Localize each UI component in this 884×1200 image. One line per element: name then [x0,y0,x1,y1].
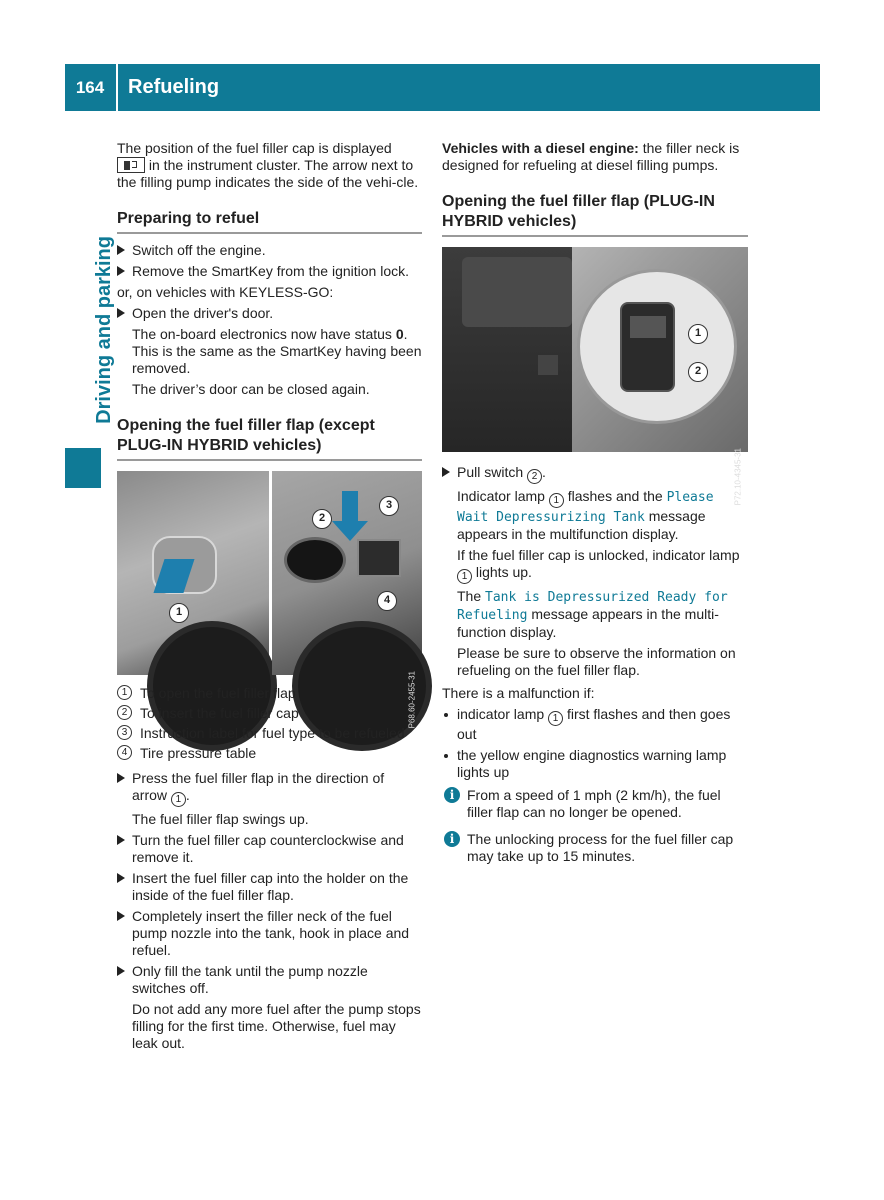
info-icon: i [444,831,460,847]
chapter-side-label: Driving and parking [93,236,115,424]
photo-code: P72.10-4345-31 [733,448,742,506]
malfunction-item: indicator lamp 1 first flashes and then goes out [442,706,748,743]
instruction-step: Insert the fuel filler cap into the holder on the inside of the fuel filler flap. [117,870,422,904]
indicator-lamp-graphic [630,316,666,338]
step-result: The driver’s door can be closed again. [132,381,370,397]
switch-location-graphic [538,355,558,375]
legend-item: 4 Tire pressure table [117,745,422,762]
chapter-tab [65,448,101,488]
preparing-heading: Preparing to refuel [117,209,422,234]
arrow-bullet-icon [442,467,450,477]
info-icon: i [444,787,460,803]
photo-open-flap [272,471,422,729]
callout-4: 4 [377,591,397,611]
instruction-step: Switch off the engine. [117,242,422,259]
callout-3: 3 [379,496,399,516]
opening-heading: Opening the fuel filler flap (except PLUG-IN HYBRID vehicles) [117,416,422,461]
arrow-bullet-icon [117,773,125,783]
display-message: Tank is Depressurized Ready for Refueling [457,590,728,623]
photo-closed-flap [117,471,269,675]
instruction-step: Remove the SmartKey from the ignition lock. [117,263,422,280]
instruction-step: Only fill the tank until the pump nozzle switches off. [117,963,422,997]
right-column [442,140,748,875]
callout-1: 1 [688,324,708,344]
step-result: Indicator lamp 1 flashes and the Please Wait Depressurizing Tank message appears in the multifunction display. [457,488,714,542]
arrow-bullet-icon [117,245,125,255]
instruction-step: Open the driver's door. [117,305,422,322]
arrow-bullet-icon [117,835,125,845]
fuel-pump-icon [117,157,145,173]
arrow-bullet-icon [117,308,125,318]
page-header [65,64,820,111]
step-result: If the fuel filler cap is unlocked, indicator lamp 1 lights up. [457,547,740,582]
callout-2: 2 [312,509,332,529]
instruction-step: Press the fuel filler flap in the direction of arrow 1 . [117,770,422,807]
step-result: Please be sure to observe the information on refueling on the fuel filler flap. [457,645,736,678]
intro-paragraph: The position of the fuel filler cap is displayed in the instrument cluster. The arrow next to the filling pump indicates the side of the vehi-cle. [117,140,419,190]
zoom-inset [577,269,737,424]
display-message: Please Wait Depressurizing Tank [457,490,714,525]
step-warning: Do not add any more fuel after the pump stops filling for the first time. Otherwise, fuel may leak out. [132,1001,421,1051]
step-result: The on-board electronics now have status 0. This is the same as the SmartKey having been removed. [132,326,422,376]
left-column [117,140,422,1056]
window-switch-console-graphic [462,257,572,327]
arrow-bullet-icon [117,911,125,921]
step-result: The Tank is Depressurized Ready for Refueling message appears in the multi-function display. [457,588,728,640]
info-note: i From a speed of 1 mph (2 km/h), the fuel filler flap can no longer be opened. [442,787,748,821]
diesel-note: Vehicles with a diesel engine: the filler neck is designed for refueling at diesel filling pumps. [442,140,740,173]
arrow-bullet-icon [117,966,125,976]
instruction-step: Completely insert the filler neck of the fuel pump nozzle into the tank, hook in place and refuel. [117,908,422,959]
insert-arrow-graphic [342,491,358,527]
status-value: 0 [395,326,404,342]
callout-2: 2 [688,362,708,382]
info-note: i The unlocking process for the fuel filler cap may take up to 15 minutes. [442,831,748,865]
instruction-step: Turn the fuel filler cap counterclockwise and remove it. [117,832,422,866]
section-title: Refueling [128,76,220,98]
opened-flap-graphic [284,537,346,583]
filler-neck-graphic [357,539,401,577]
instruction-step: Pull switch 2 . [442,464,748,484]
photo-code: P68.60-2455-31 [407,671,416,729]
keyless-note: or, on vehicles with KEYLESS-GO: [117,284,334,300]
malfunction-intro: There is a malfunction if: [442,685,595,701]
hybrid-heading: Opening the fuel filler flap (PLUG-IN HYBRID vehicles) [442,192,748,237]
legend-item: 2 To insert the fuel filler cap [117,705,422,722]
page-number: 164 [75,78,105,97]
malfunction-item: the yellow engine diagnostics warning lamp lights up [442,747,748,781]
header-divider [116,64,118,111]
legend-item: 3 Instruction label for fuel type to be refueled [117,725,422,742]
arrow-bullet-icon [117,266,125,276]
arrow-bullet-icon [117,873,125,883]
step-result: The fuel filler flap swings up. [132,811,309,827]
legend-item: 1 To open the fuel filler flap [117,685,422,702]
callout-1: 1 [169,603,189,623]
filler-flap-switch-graphic [620,302,675,392]
